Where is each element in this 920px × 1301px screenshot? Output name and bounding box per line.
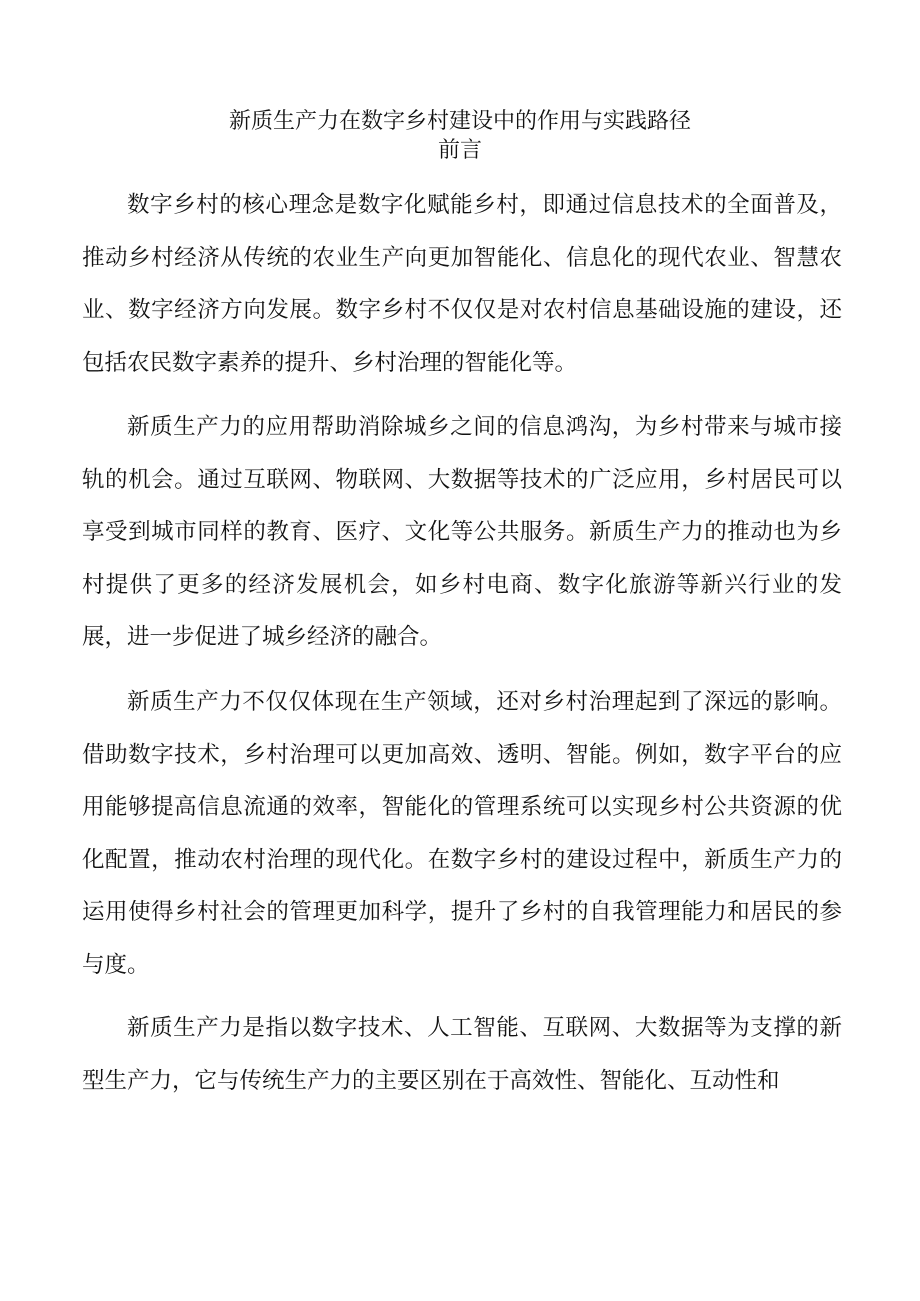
document-title: 新质生产力在数字乡村建设中的作用与实践路径 <box>228 109 691 134</box>
paragraph: 新质生产力是指以数字技术、人工智能、互联网、大数据等为支撑的新型生产力，它与传统生产力的主要区别在于高效性、智能化、互动性和 <box>82 1015 842 1094</box>
paragraph: 新质生产力的应用帮助消除城乡之间的信息鸿沟，为乡村带来与城市接轨的机会。通过互联网、物联网、大数据等技术的广泛应用，乡村居民可以享受到城市同样的教育、医疗、文化等公共服务。新质生产力的推动也为乡村提供了更多的经济发展机会，如乡村电商、数字化旅游等新兴行业的发展，进一步促进了城乡经济的融合。 <box>82 414 842 650</box>
paragraph: 数字乡村的核心理念是数字化赋能乡村，即通过信息技术的全面普及，推动乡村经济从传统的农业生产向更加智能化、信息化的现代农业、智慧农业、数字经济方向发展。数字乡村不仅仅是对农村信息基础设施的建设，还包括农民数字素养的提升、乡村治理的智能化等。 <box>82 192 842 376</box>
section-heading: 前言 <box>437 138 482 163</box>
paragraph: 新质生产力不仅仅体现在生产领域，还对乡村治理起到了深远的影响。借助数字技术，乡村治理可以更加高效、透明、智能。例如，数字平台的应用能够提高信息流通的效率，智能化的管理系统可以实现乡村公共资源的优化配置，推动农村治理的现代化。在数字乡村的建设过程中，新质生产力的运用使得乡村社会的管理更加科学，提升了乡村的自我管理能力和居民的参与度。 <box>82 689 842 978</box>
